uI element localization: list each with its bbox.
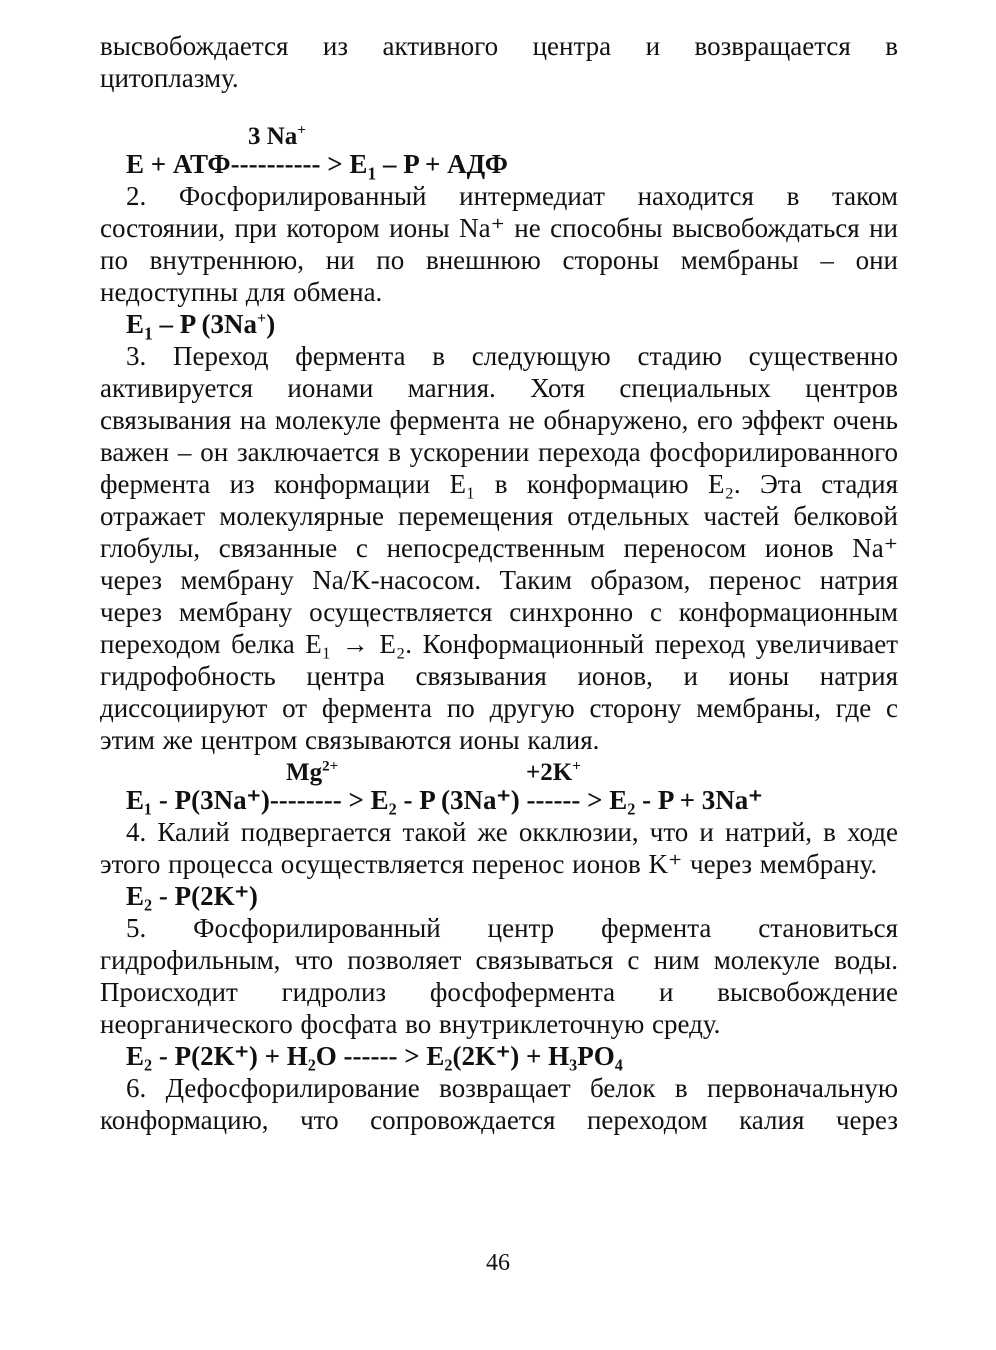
page-number: 46 <box>486 1250 510 1276</box>
equation-1: $E + АТФ---------- > E_1 - P$ + АДФ <box>126 149 508 184</box>
paragraph-5: 5. Фосфорилированный центр фермента становиться гидрофильным, что позволяет связываться с ним молекуле воды. Происходит гидролиз фосфофермента и высвобождение неорганического фосфата во внутриклеточную среду. <box>100 913 898 1039</box>
paragraph-3: 3. Переход фермента в следующую стадию существенно активируется ионами магния. Хотя специальных центров связывания на молекуле фермента не обнаружено, его эффект очень важен – он заключается в ускорении перехода фосфорилированного фермента из конформации E₁ в конформацию E₂. Эта стадия отражает молекулярные перемещения отдельных частей белковой глобулы, связанные с непосредственным переносом ионов Na⁺ через мембрану Na/K-насосом. Таким образом, перенос натрия через мембрану осуществляется синхронно с конформационным переходом белка E₁ → E₂. Конформационный переход увеличивает гидрофобность центра связывания ионов, и ионы натрия диссоциируют от фермента по другую сторону мембраны, где с этим же центром связываются ионы калия. <box>100 341 898 755</box>
page-body <box>100 30 898 1136</box>
equation-3: E₁ - P(3Na⁺)-------- > E₂ - P (3Na⁺) ------ > E₂ - P + 3Na⁺ <box>126 785 763 815</box>
equation-2: $E_1$ – P (3Na+) <box>126 309 276 344</box>
paragraph-4: 4. Калий подвергается такой же окклюзии, что и натрий, в ходе этого процесса осуществляется перенос ионов K⁺ через мембрану. <box>100 817 898 879</box>
paragraph-continuation-line1: высвобождается из активного центра и возвращается в <box>100 31 898 61</box>
equation-3-catalysts: $Mg^{2+}$ +2K+ <box>286 758 581 786</box>
paragraph-2: 2. Фосфорилированный интермедиат находится в таком состоянии, при котором ионы Na⁺ не способны высвобождаться ни по внутреннюю, ни по внешнюю стороны мембраны – они недоступны для обмена. <box>100 181 898 307</box>
equation-1-charge: 3 Na+ <box>248 122 306 150</box>
equation-5: E₂ - P(2K⁺) + H₂O ------ > E₂(2K⁺) + H₃PO₄ <box>126 1041 623 1071</box>
paragraph-continuation-line2: цитоплазму. <box>100 63 239 93</box>
paragraph-6: 6. Дефосфорилирование возвращает белок в первоначальную конформацию, что сопровождается переходом калия через <box>100 1073 898 1135</box>
equation-4: E₂ - P(2K⁺) <box>126 881 258 911</box>
